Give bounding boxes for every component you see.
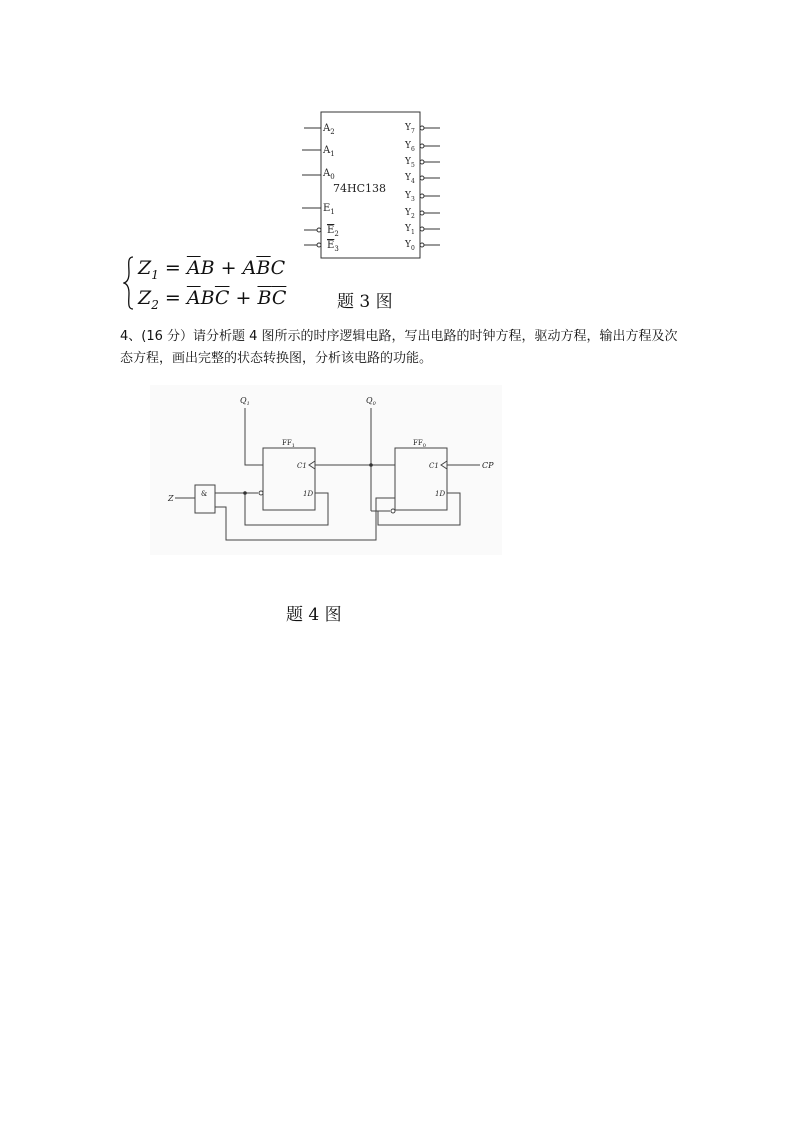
label-ff1: $FF_1$ <box>282 439 295 449</box>
and-gate-symbol: & <box>201 490 208 498</box>
output-bubble <box>420 176 424 180</box>
label-q1: $Q_1$ <box>240 396 250 407</box>
figure-4-caption: 题 4 图 <box>286 605 342 625</box>
output-bubble <box>420 211 424 215</box>
ff1-reset-bubble <box>259 491 263 495</box>
pin-y2: $Y_2$ <box>405 208 415 220</box>
output-bubble <box>420 194 424 198</box>
pin-y5: $Y_5$ <box>405 157 415 169</box>
pin-y6: $Y_6$ <box>405 141 415 153</box>
label-cp: CP <box>482 461 494 470</box>
equation-z2: $Z_2 = \overline{A}B\overline{C}$ + BC <box>138 287 287 312</box>
equation-brace <box>123 255 135 311</box>
ff1-d-pin: 1D <box>303 490 314 498</box>
output-bubble <box>420 144 424 148</box>
e2-bubble <box>317 228 321 232</box>
ff0-d-pin: 1D <box>435 490 446 498</box>
output-bubble <box>420 160 424 164</box>
decoder-output-lines <box>420 126 440 247</box>
figure-3-decoder <box>290 108 460 263</box>
label-q0: $Q_0$ <box>366 396 376 407</box>
pin-y0: $Y_0$ <box>405 240 415 252</box>
figure-4-circuit <box>150 385 502 555</box>
equation-z1: $Z_1 = \overline{A}B + A\overline{B}C$ <box>138 257 286 282</box>
pin-y4: $Y_4$ <box>405 173 415 185</box>
label-ff0: $FF_0$ <box>413 439 426 449</box>
pin-y7: $Y_7$ <box>405 123 415 135</box>
junction-q0 <box>369 463 373 467</box>
figure-3-caption: 题 3 图 <box>337 292 393 312</box>
pin-a0: $A_0$ <box>323 168 335 181</box>
pin-y3: $Y_3$ <box>405 191 415 203</box>
decoder-input-lines <box>302 128 321 245</box>
pin-a2: $A_2$ <box>323 123 335 136</box>
pin-e1: $E_1$ <box>323 203 335 216</box>
chip-name: 74HC138 <box>333 182 387 195</box>
pin-e2: $E_2$ <box>327 225 339 238</box>
pin-e3: $E_3$ <box>327 240 339 253</box>
question-4-text: 4、(16 分）请分析题 4 图所示的时序逻辑电路，写出电路的时钟方程，驱动方程，输出方程及次态方程，画出完整的状态转换图，分析该电路的功能。 <box>120 329 678 366</box>
pin-y1: $Y_1$ <box>405 224 415 236</box>
output-bubble <box>420 126 424 130</box>
ff0-clk-pin: C1 <box>429 462 439 470</box>
ff0-reset-bubble <box>391 509 395 513</box>
output-bubble <box>420 227 424 231</box>
junction-ff1 <box>243 491 247 495</box>
label-z: Z <box>168 494 174 503</box>
pin-a1: $A_1$ <box>323 145 335 158</box>
ff1-clk-pin: C1 <box>297 462 307 470</box>
output-bubble <box>420 243 424 247</box>
e3-bubble <box>317 243 321 247</box>
